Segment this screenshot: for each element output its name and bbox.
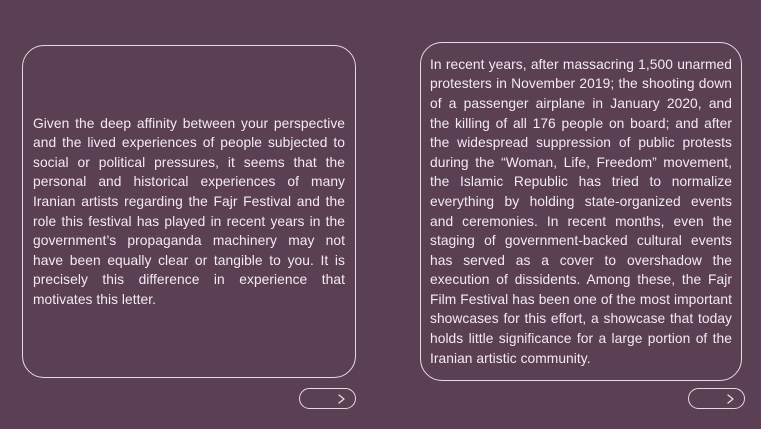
letter-paragraph-2: In recent years, after massacring 1,500 unarmed protesters in November 2019; the shooting down of a passenger airplane in January 2020, and the killing of all 176 people on board; and after the widespread suppression of public protests during the “Woman, Life, Freedom” movement, the Islamic Republic has tried to normalize everything by holding state-organized events and ceremonies. In recent months, even the staging of government-backed cultural events has served as a cover to overshadow the execution of dissidents. Among these, the Fajr Film Festival has been one of the most important showcases for this effort, a showcase that today holds little significance for a large portion of the Iranian artistic community. bbox=[430, 56, 732, 366]
letter-paragraph-1: Given the deep affinity between your perspective and the lived experiences of people subjected to social or political pressures, it seems that the personal and historical experiences of many Iranian artists regarding the Fajr Festival and the role this festival has played in recent years in the government’s propaganda machinery may not have been equally clear or tangible to you. It is precisely this difference in experience that motivates this letter. bbox=[33, 115, 345, 307]
chevron-right-icon bbox=[335, 393, 347, 405]
next-button-right[interactable] bbox=[688, 388, 745, 409]
next-button-left[interactable] bbox=[299, 388, 356, 409]
text-card-right bbox=[420, 42, 742, 381]
chevron-right-icon bbox=[724, 393, 736, 405]
text-card-left bbox=[22, 45, 356, 378]
